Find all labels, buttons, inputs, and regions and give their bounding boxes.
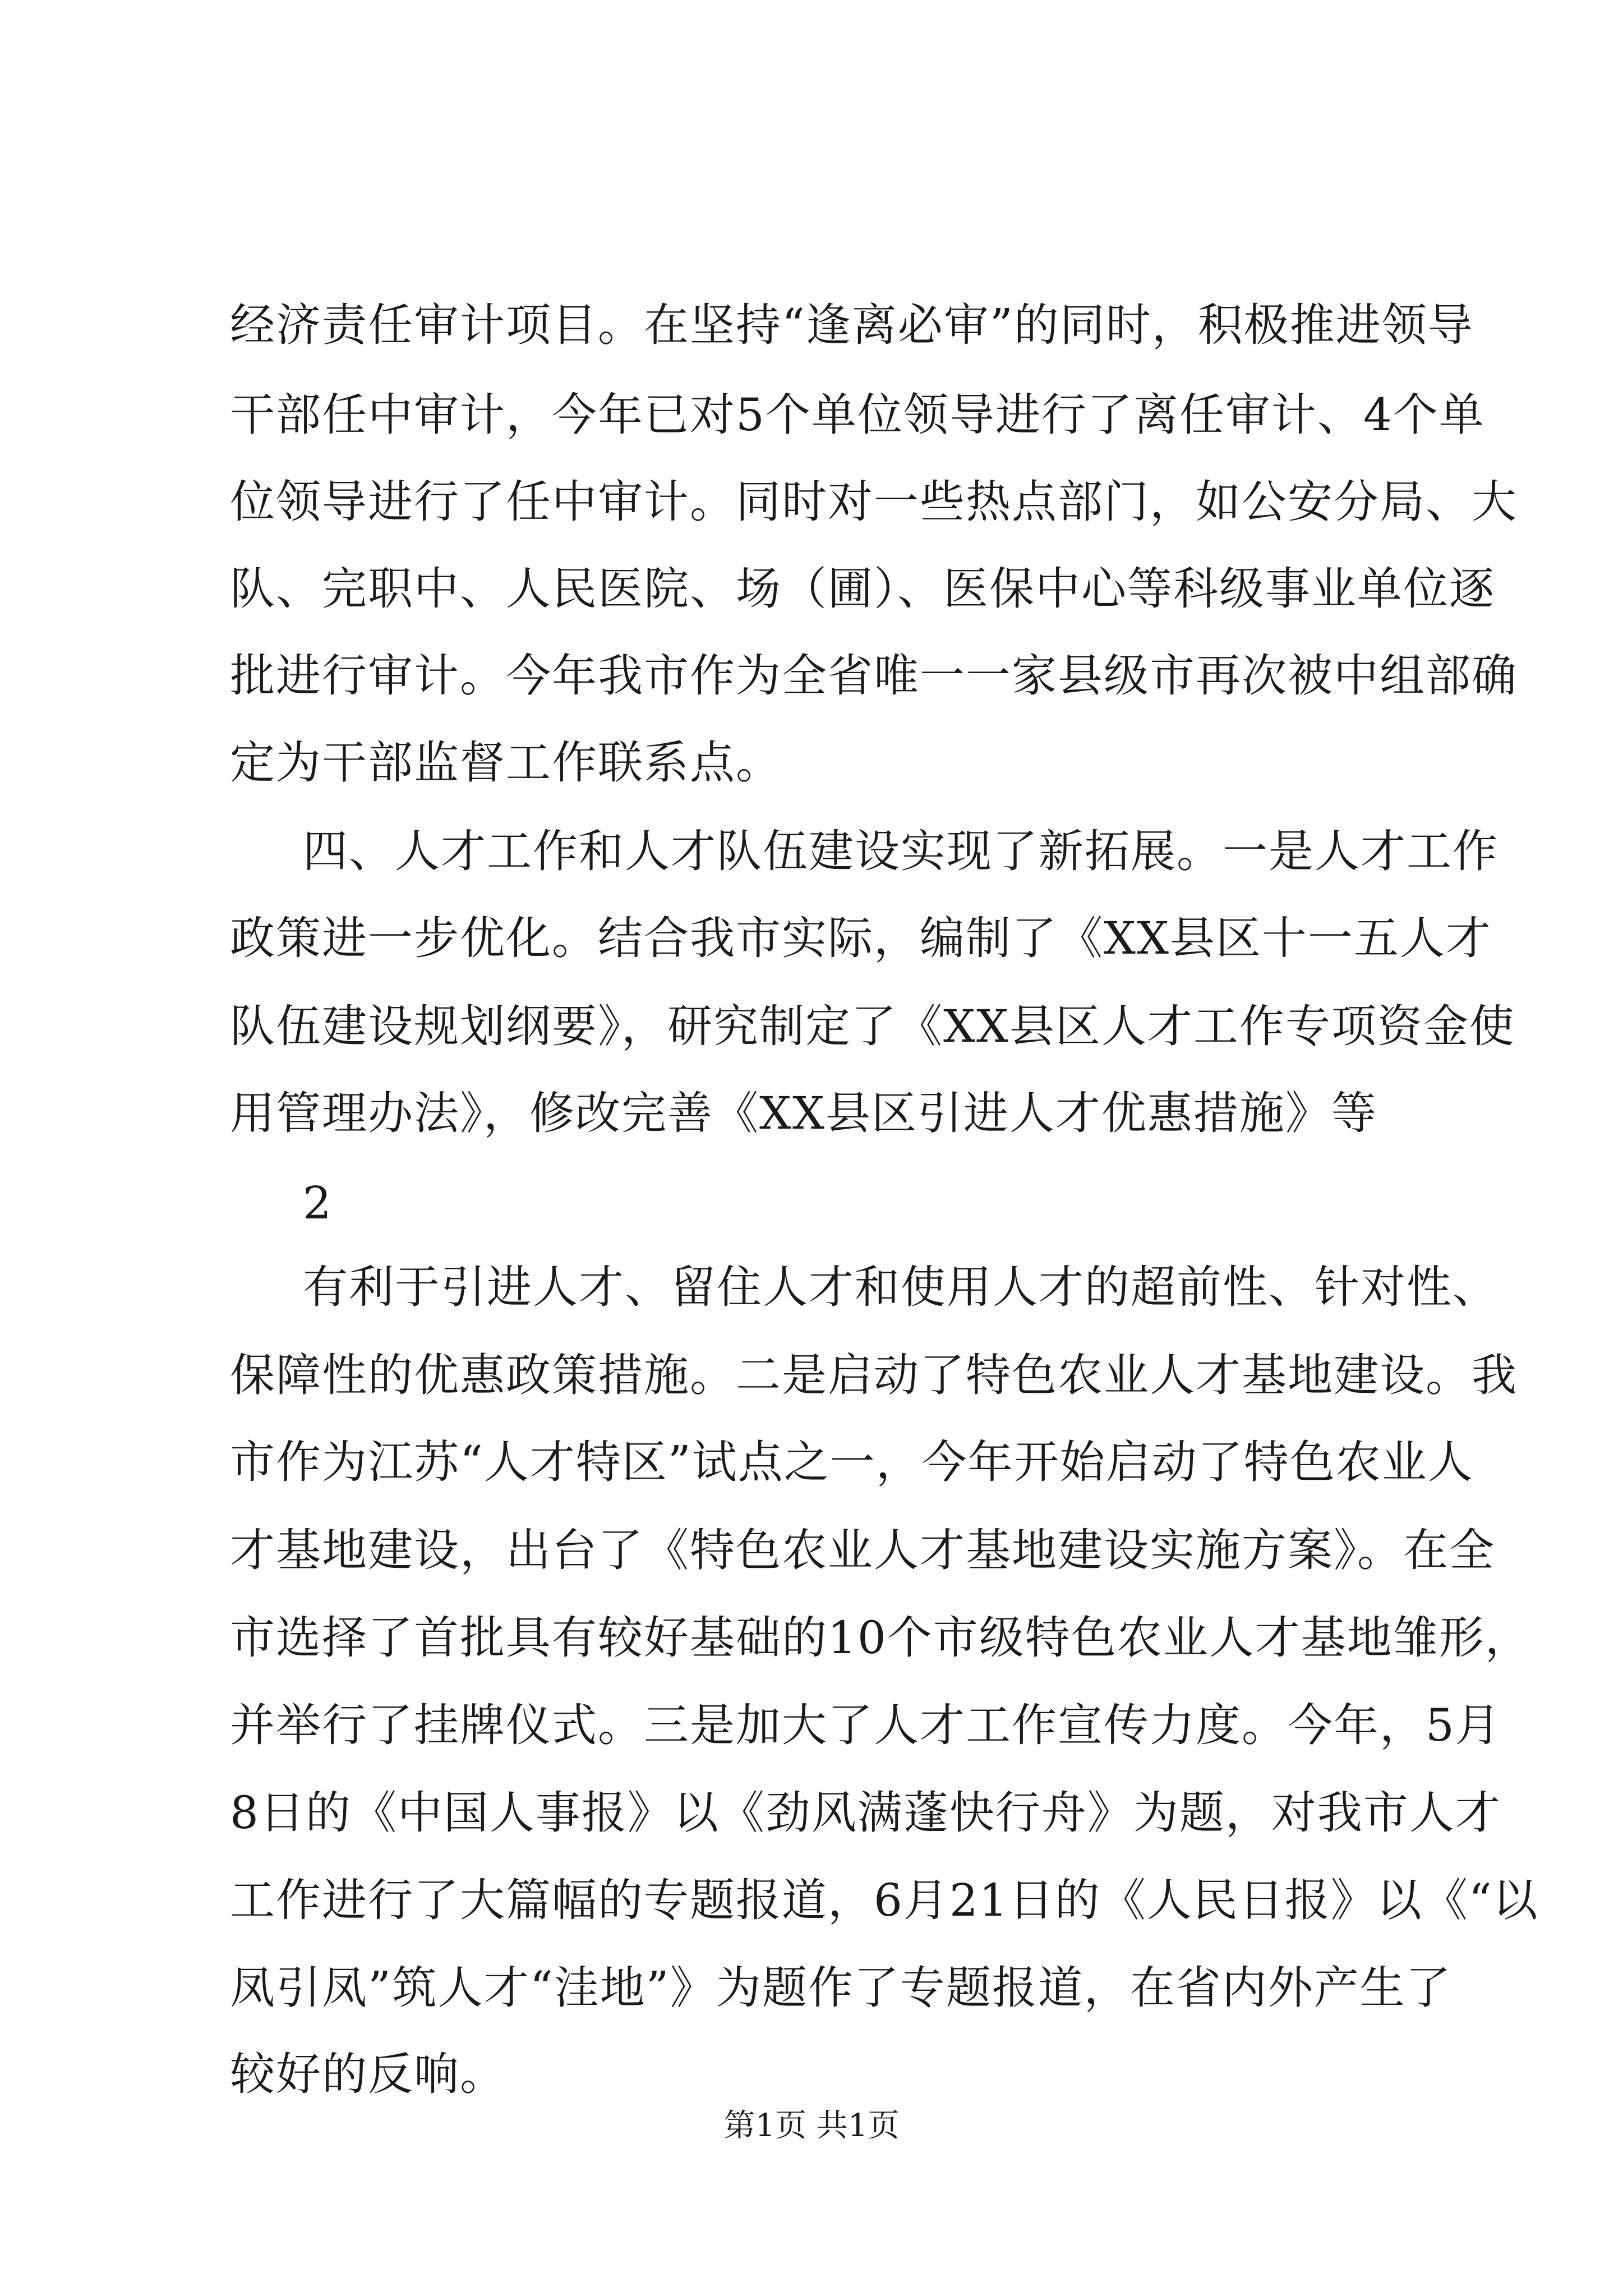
text-line: 定为干部监督工作联系点。 — [230, 737, 782, 789]
text-line: 8日的《中国人事报》以《劲风满蓬快行舟》为题，对我市人才 — [230, 1787, 1501, 1839]
text-line: 批进行审计。今年我市作为全省唯一一家县级市再次被中组部确 — [230, 650, 1518, 702]
text-line: 经济责任审计项目。在坚持“逢离必审”的同时，积极推进领导 — [230, 299, 1474, 351]
page-number-marker: 2 — [303, 1177, 333, 1229]
text-line: 用管理办法》，修改完善《XX县区引进人才优惠措施》等 — [230, 1087, 1377, 1139]
paragraph-start-line: 有利于引进人才、留住人才和使用人才的超前性、针对性、 — [303, 1261, 1498, 1313]
text-line: 凤引凤”筑人才“洼地”》为题作了专题报道，在省内外产生了 — [230, 1962, 1452, 2014]
page-footer: 第1页 共1页 — [723, 2108, 900, 2144]
text-line: 并举行了挂牌仪式。三是加大了人才工作宣传力度。今年，5月 — [230, 1699, 1501, 1751]
text-line: 保障性的优惠政策措施。二是启动了特色农业人才基地建设。我 — [230, 1349, 1518, 1401]
text-line: 队伍建设规划纲要》，研究制定了《XX县区人才工作专项资金使 — [230, 1000, 1515, 1052]
text-line: 干部任中审计，今年已对5个单位领导进行了离任审计、4个单 — [230, 389, 1485, 441]
text-line: 市作为江苏“人才特区”试点之一，今年开始启动了特色农业人 — [230, 1436, 1474, 1488]
text-line: 工作进行了大篇幅的专题报道，6月21日的《人民日报》以《“以 — [230, 1874, 1539, 1926]
text-line: 市选择了首批具有较好基础的10个市级特色农业人才基地雏形， — [230, 1612, 1531, 1664]
text-line: 才基地建设，出台了《特色农业人才基地建设实施方案》。在全 — [230, 1524, 1495, 1576]
paragraph-start-line: 四、人才工作和人才队伍建设实现了新拓展。一是人才工作 — [303, 825, 1498, 877]
text-line: 较好的反响。 — [230, 2048, 506, 2100]
text-line: 队、完职中、人民医院、场（圃）、医保中心等科级事业单位逐 — [230, 563, 1495, 615]
text-line: 位领导进行了任中审计。同时对一些热点部门，如公安分局、大 — [230, 476, 1518, 528]
text-line: 政策进一步优化。结合我市实际，编制了《XX县区十一五人才 — [230, 912, 1492, 964]
